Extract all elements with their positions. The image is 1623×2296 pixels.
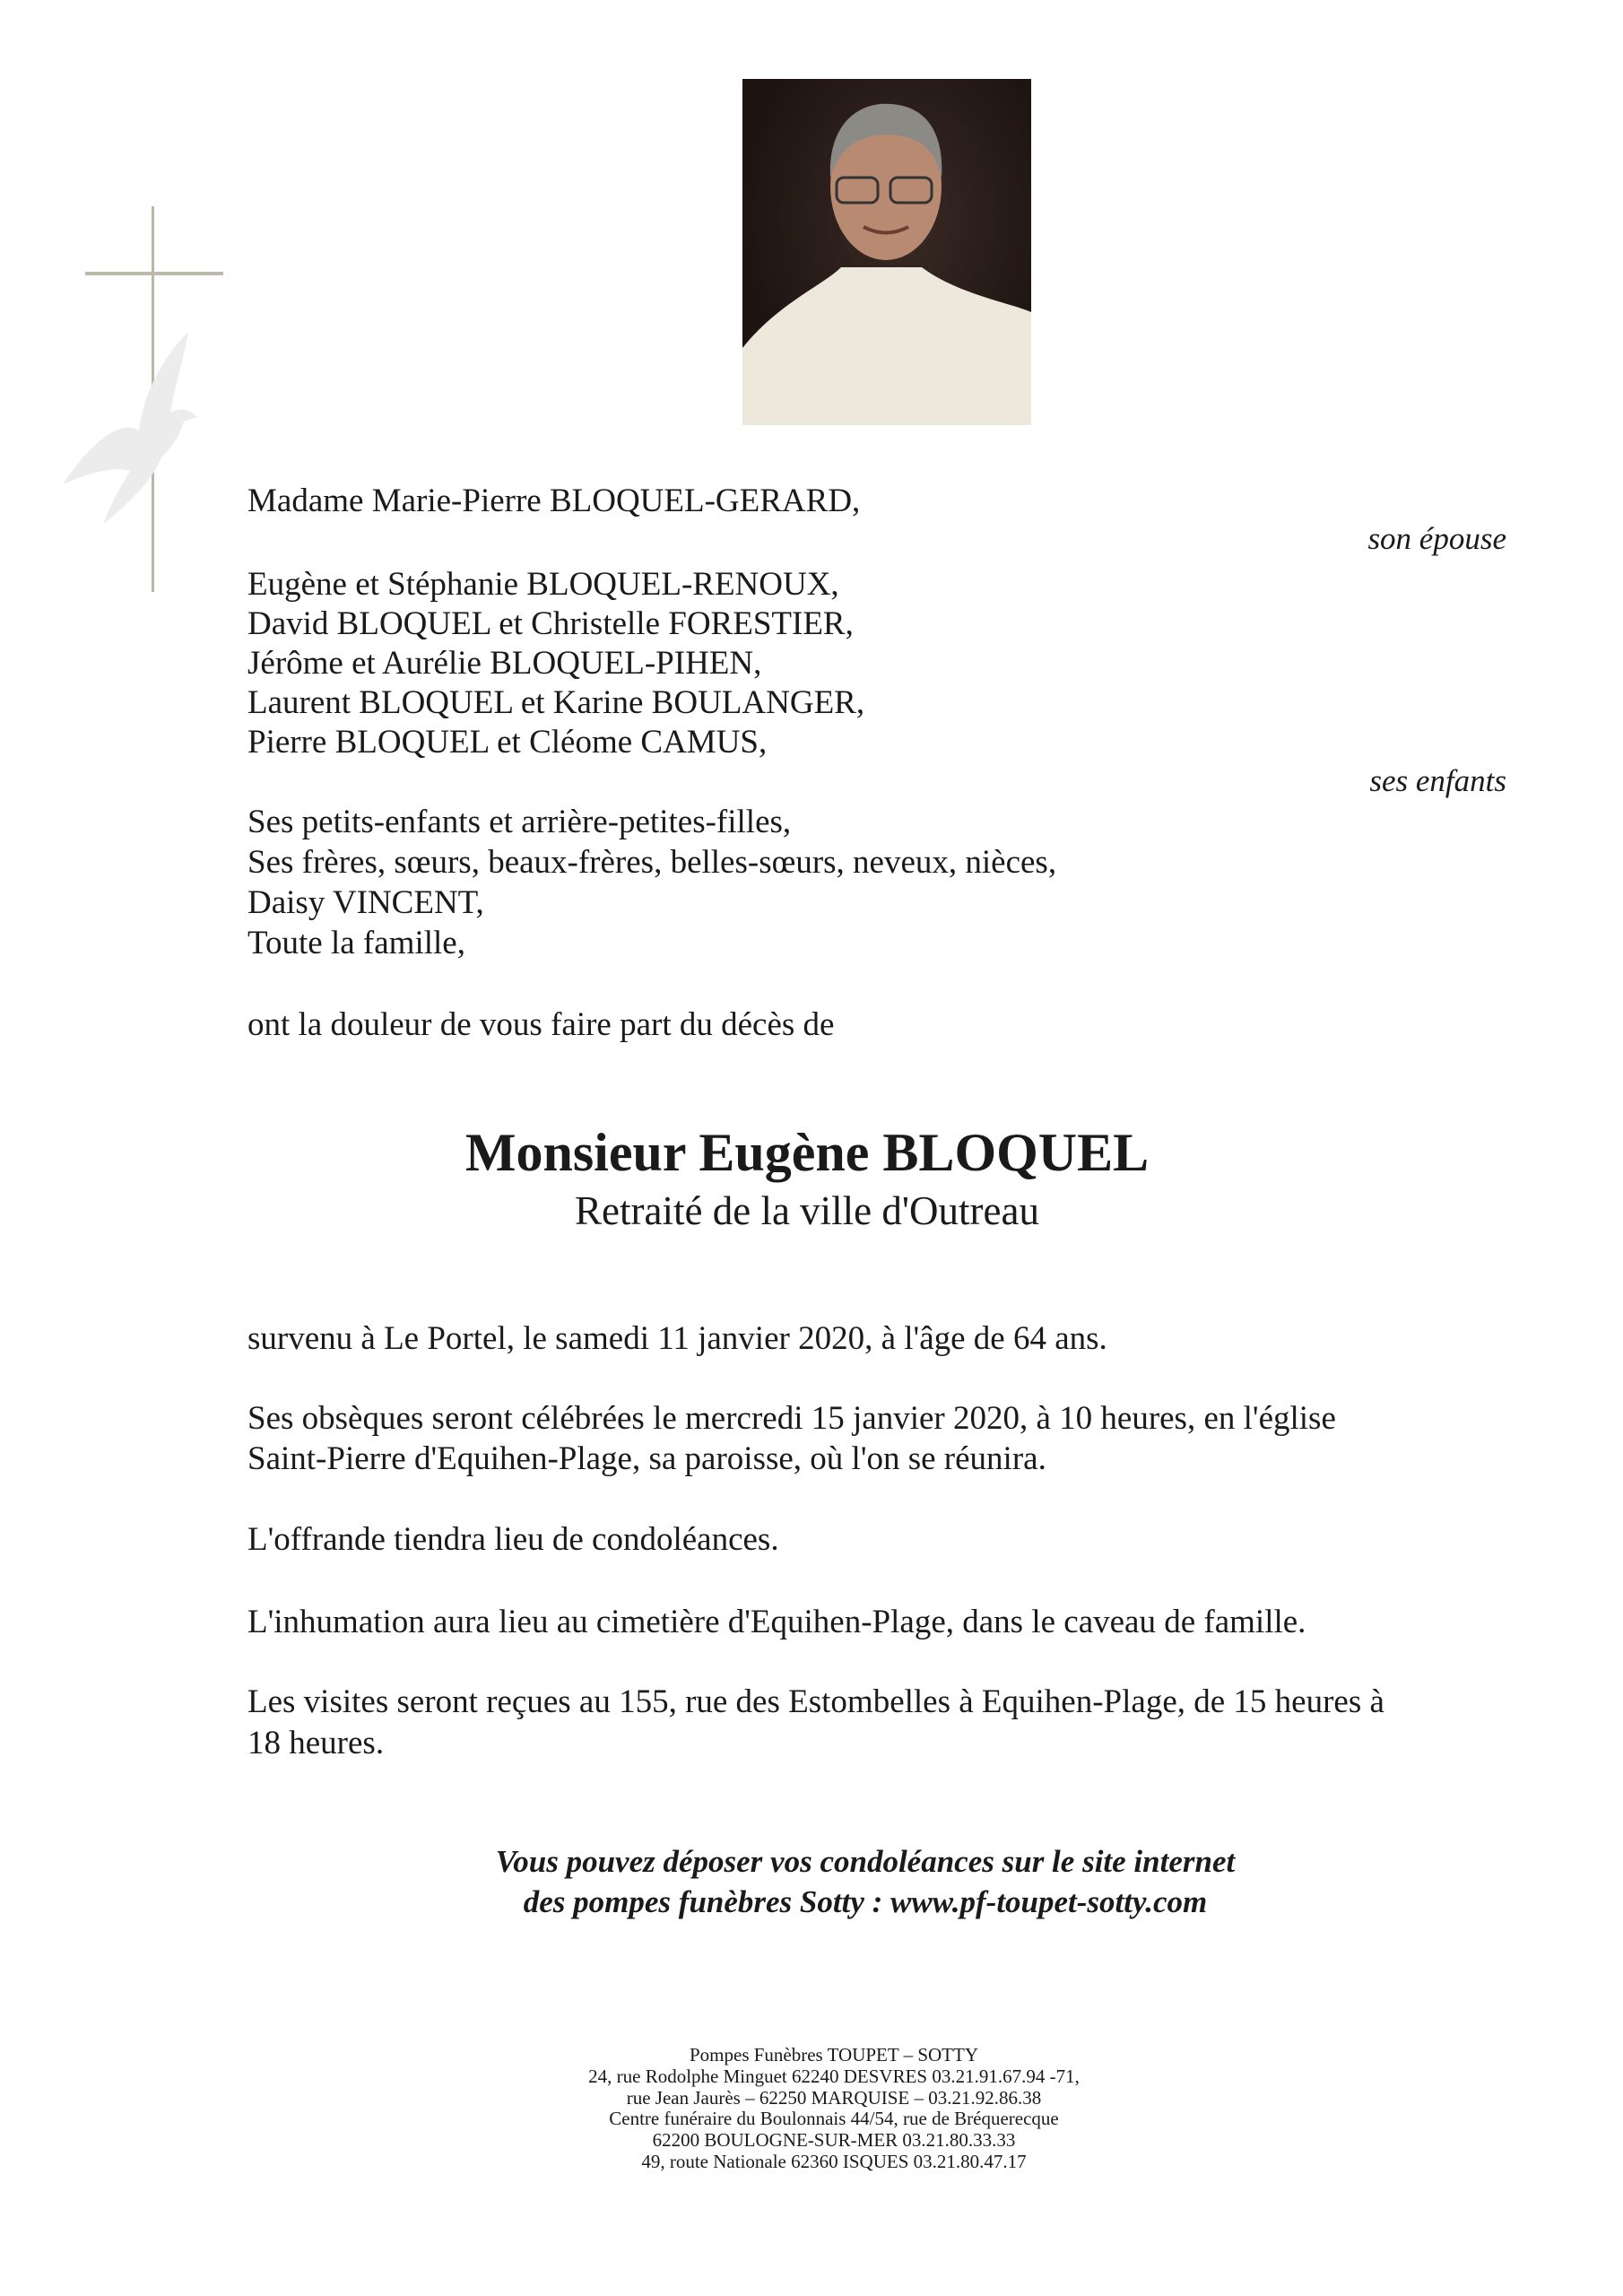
condolences-link[interactable]: des pompes funèbres Sotty : www.pf-toupet-sotty.com <box>523 1884 1208 1919</box>
death-info: survenu à Le Portel, le samedi 11 janvier 2020, à l'âge de 64 ans. <box>247 1320 1107 1357</box>
footer-line: Centre funéraire du Boulonnais 44/54, rue de Bréquerecque <box>609 2108 1059 2130</box>
children-role: ses enfants <box>1369 763 1506 798</box>
spouse-line: Madame Marie-Pierre BLOQUEL-GERARD, <box>247 483 861 519</box>
spouse-role: son épouse <box>1367 521 1506 556</box>
funeral-info: Ses obsèques seront célébrées le mercredi 15 janvier 2020, à 10 heures, en l'église <box>247 1400 1336 1437</box>
visits-info: 18 heures. <box>247 1725 385 1761</box>
footer-line: 49, route Nationale 62360 ISQUES 03.21.80.47.17 <box>641 2150 1027 2172</box>
child-line: Pierre BLOQUEL et Cléome CAMUS, <box>247 724 768 761</box>
relative-line: Toute la famille, <box>247 925 465 961</box>
funeral-info: Saint-Pierre d'Equihen-Plage, sa paroisse, où l'on se réunira. <box>247 1440 1046 1477</box>
portrait-photo <box>742 79 1031 425</box>
relative-line: Ses petits-enfants et arrière-petites-filles, <box>247 804 792 840</box>
relative-line: Daisy VINCENT, <box>247 884 484 921</box>
offering-info: L'offrande tiendra lieu de condoléances. <box>247 1521 779 1558</box>
relative-line: Ses frères, sœurs, beaux-frères, belles-sœurs, neveux, nièces, <box>247 844 1057 881</box>
footer-line: rue Jean Jaurès – 62250 MARQUISE – 03.21.92.86.38 <box>626 2086 1042 2109</box>
footer-address <box>565 2045 1103 2173</box>
deceased-name: Monsieur Eugène BLOQUEL <box>464 1123 1150 1182</box>
deceased-subtitle: Retraité de la ville d'Outreau <box>575 1188 1039 1233</box>
burial-info: L'inhumation aura lieu au cimetière d'Equihen-Plage, dans le caveau de famille. <box>247 1604 1306 1640</box>
footer-line: 24, rue Rodolphe Minguet 62240 DESVRES 03.21.91.67.94 -71, <box>588 2065 1080 2087</box>
visits-info: Les visites seront reçues au 155, rue des Estombelles à Equihen-Plage, de 15 heures à <box>247 1683 1384 1720</box>
footer-line: Pompes Funèbres TOUPET – SOTTY <box>689 2044 978 2066</box>
child-line: Eugène et Stéphanie BLOQUEL-RENOUX, <box>247 566 839 603</box>
footer-line: 62200 BOULOGNE-SUR-MER 03.21.80.33.33 <box>652 2129 1016 2152</box>
dove-icon <box>54 323 233 529</box>
child-line: Jérôme et Aurélie BLOQUEL-PIHEN, <box>247 645 762 682</box>
child-line: David BLOQUEL et Christelle FORESTIER, <box>247 605 854 642</box>
cross-bar <box>85 272 223 275</box>
condolences-line: Vous pouvez déposer vos condoléances sur le site internet <box>495 1844 1236 1879</box>
child-line: Laurent BLOQUEL et Karine BOULANGER, <box>247 684 865 721</box>
announcement: ont la douleur de vous faire part du décès de <box>247 1006 835 1043</box>
